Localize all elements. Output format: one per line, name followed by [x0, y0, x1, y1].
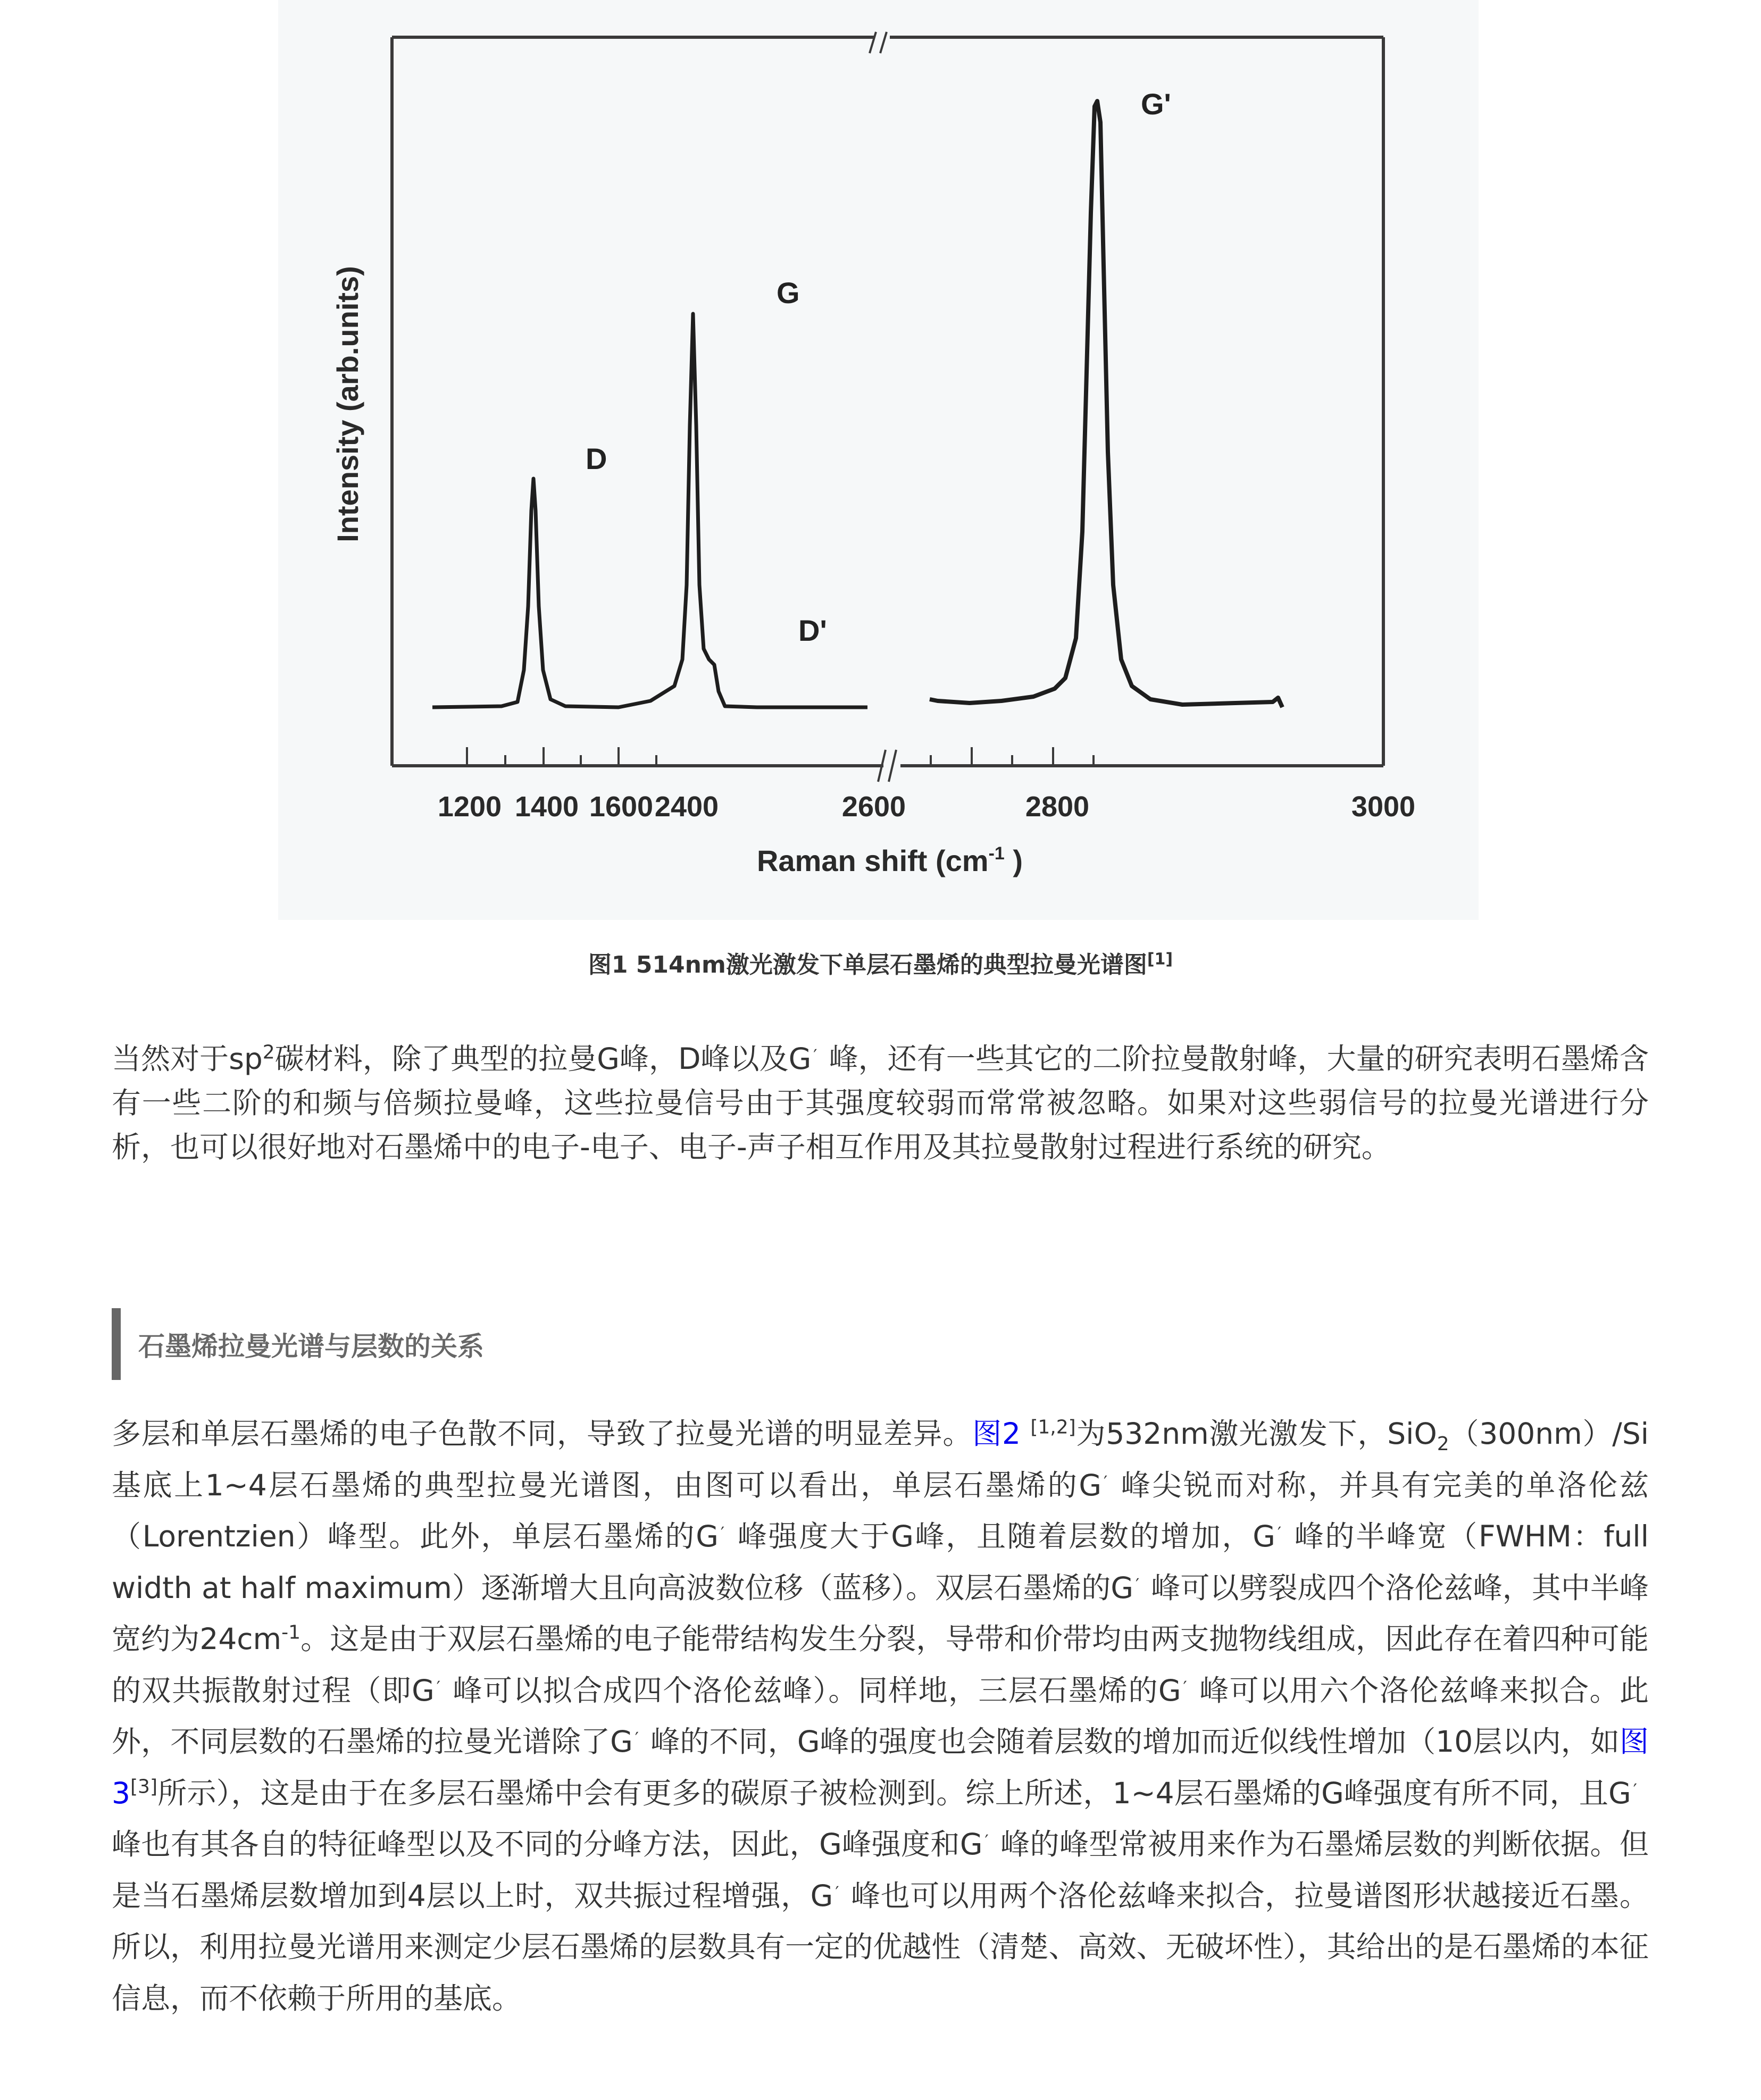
prime-mark: ′ — [984, 1831, 989, 1851]
text-run: 多层和单层石墨烯的电子色散不同，导致了拉曼光谱的明显差异。 — [112, 1417, 973, 1451]
svg-text:1200: 1200 — [437, 791, 502, 823]
section-heading-text: 石墨烯拉曼光谱与层数的关系 — [138, 1331, 484, 1362]
caption-reference[interactable]: [1] — [1147, 950, 1173, 969]
text-run: 峰的峰型常被用来作为石墨烯层数的判断依据。但是当石墨烯层数增加到4层以上时，双共振过程增强，G — [112, 1827, 1649, 1913]
prime-mark: ′ — [1277, 1523, 1282, 1543]
prime-mark: ′ — [720, 1523, 725, 1543]
figure3-link[interactable]: 图3 — [112, 1725, 1649, 1810]
text-run: 。这是由于双层石墨烯的电子能带结构发生分裂，导带和价带均由两支抛物线组成，因此存在着四种可能的双共振散射过程（即G — [112, 1622, 1649, 1708]
svg-text:2600: 2600 — [841, 791, 906, 823]
text-run: 峰强度大于G峰，且随着层数的增加，G — [736, 1519, 1275, 1553]
text-run: 碳材料，除了典型的拉曼G峰，D峰以及G — [274, 1042, 812, 1076]
prime-mark: ′ — [1633, 1779, 1637, 1800]
prime-mark: ′ — [1135, 1574, 1140, 1595]
svg-text:1400: 1400 — [514, 791, 579, 823]
svg-text:2800: 2800 — [1025, 791, 1090, 823]
superscript: 2 — [262, 1041, 275, 1064]
prime-mark: ′ — [813, 1045, 817, 1066]
text-run: 峰尖锐而对称，并具有完美的单洛伦兹（Lorentzien）峰型。此外，单层石墨烯的G — [112, 1468, 1649, 1553]
prime-mark: ′ — [835, 1882, 839, 1903]
raman-chart — [278, 0, 1479, 920]
x-axis-label: Raman shift ($cm^{-1}$ ) — [756, 843, 1023, 877]
svg-text:2400: 2400 — [654, 791, 719, 823]
prime-mark: ′ — [1183, 1677, 1187, 1697]
peak-label-g-prime: G' — [1141, 87, 1171, 121]
svg-text:1600: 1600 — [589, 791, 654, 823]
text-run: 所示），这是由于在多层石墨烯中会有更多的碳原子被检测到。综上所述，1~4层石墨烯的G峰强度有所不同，且G — [157, 1776, 1631, 1810]
prime-mark: ′ — [436, 1677, 441, 1697]
raman-spectrum-figure — [278, 0, 1479, 920]
peak-label-d: D — [586, 442, 607, 475]
peak-label-d-prime: D' — [798, 614, 827, 647]
prime-mark: ′ — [1103, 1471, 1108, 1492]
text-run: 为532nm激光激发下，SiO — [1075, 1417, 1437, 1451]
text-run: 峰可以拟合成四个洛伦兹峰）。同样地，三层石墨烯的G — [452, 1673, 1181, 1708]
peak-label-g: G — [777, 276, 800, 309]
text-run: 峰也有其各自的特征峰型以及不同的分峰方法，因此，G峰强度和G — [112, 1827, 983, 1861]
section-heading — [112, 1308, 484, 1380]
prime-mark: ′ — [635, 1728, 639, 1748]
paragraph-intro — [112, 1037, 1649, 1169]
figure2-link[interactable]: 图2 — [972, 1417, 1021, 1451]
text-run: 峰可以劈裂成四个洛伦兹峰，其中半峰宽约为24cm — [112, 1570, 1649, 1656]
text-run: 峰，还有一些其它的二阶拉曼散射峰，大量的研究表明石墨烯含有一些二阶的和频与倍频拉曼峰，这些拉曼信号由于其强度较弱而常常被忽略。如果对这些弱信号的拉曼光谱进行分析，也可以很好地对石墨烯中的电子-电子、电子-声子相互作用及其拉曼散射过程进行系统的研究。 — [112, 1042, 1649, 1164]
svg-text:3000: 3000 — [1351, 791, 1416, 823]
text-run: 当然对于sp — [112, 1042, 263, 1076]
text-run: 峰的半峰宽（FWHM：full width at half maximum）逐渐增大且向高波数位移（蓝移）。双层石墨烯的G — [112, 1519, 1649, 1605]
figure-caption — [0, 946, 1761, 980]
subscript: 2 — [1437, 1433, 1449, 1455]
y-axis-label: Intensity (arb.units) — [331, 266, 364, 542]
paragraph-layers — [112, 1408, 1649, 2024]
text-run: 峰可以用六个洛伦兹峰来拟合。此外，不同层数的石墨烯的拉曼光谱除了G — [112, 1673, 1649, 1759]
text-run: 峰也可以用两个洛伦兹峰来拟合，拉曼谱图形状越接近石墨。所以，利用拉曼光谱用来测定少层石墨烯的层数具有一定的优越性（清楚、高效、无破坏性），其给出的是石墨烯的本征信息，而不依赖于所用的基底。 — [112, 1878, 1649, 2015]
text-run: （300nm）/Si基底上1~4层石墨烯的典型拉曼光谱图，由图可以看出，单层石墨烯的G — [112, 1417, 1649, 1502]
superscript: -1 — [281, 1621, 301, 1644]
reference-3[interactable]: [3] — [130, 1776, 157, 1798]
caption-text: 图1 514nm激光激发下单层石墨烯的典型拉曼光谱图 — [588, 951, 1147, 978]
reference-1-2[interactable]: [1,2] — [1030, 1416, 1076, 1438]
text-run: 峰的不同，G峰的强度也会随着层数的增加而近似线性增加（10层以内，如 — [650, 1725, 1620, 1759]
